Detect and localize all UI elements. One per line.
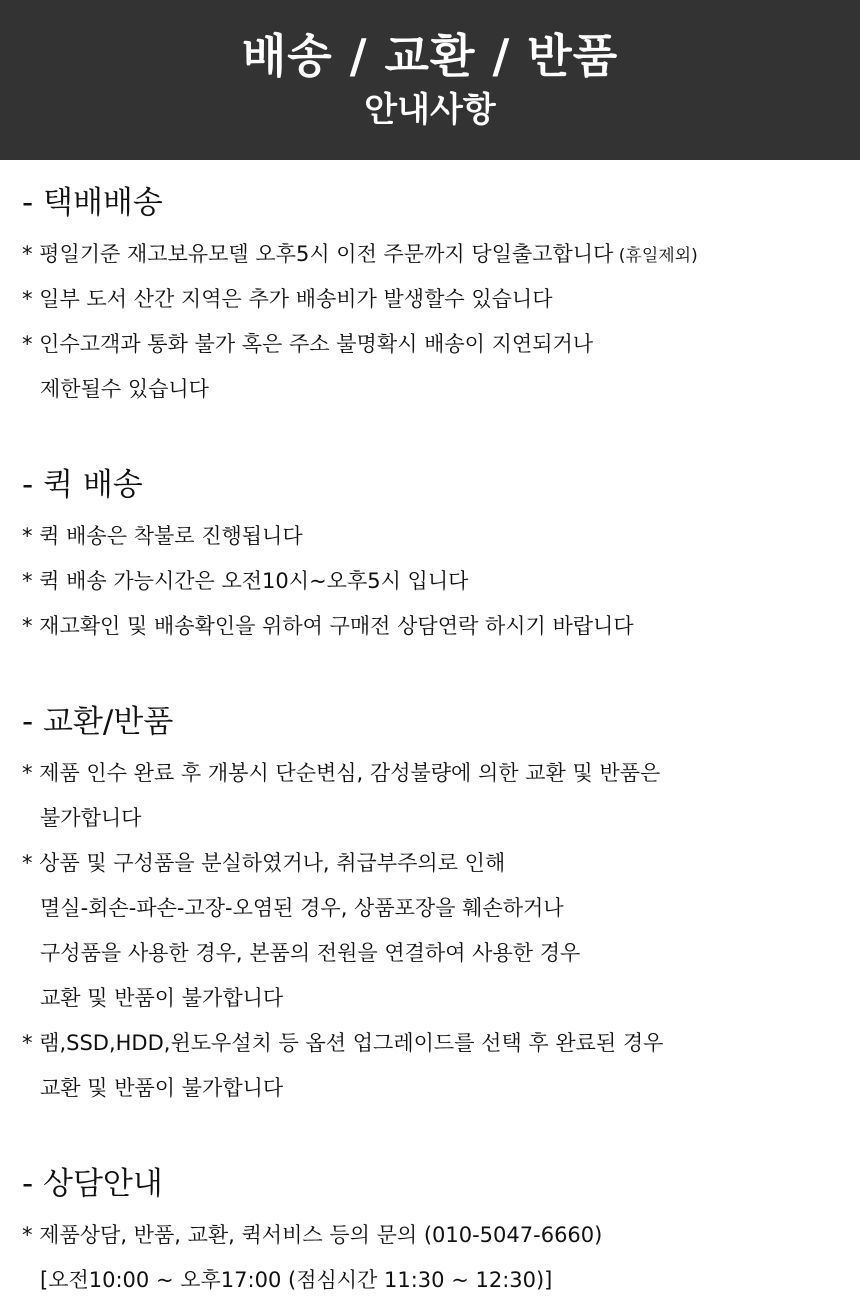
notice-line: [22, 571, 860, 616]
notice-line: [22, 988, 860, 1033]
notice-line-text: * 인수고객과 통화 불가 혹은 주소 불명확시 배송이 지연되거나: [22, 332, 594, 356]
notice-section: [22, 185, 860, 424]
notice-line-text: * 재고확인 및 배송확인을 위하여 구매전 상담연락 하시기 바랍니다: [22, 614, 634, 638]
page-subtitle: 안내사항: [364, 90, 496, 130]
notice-content: [0, 160, 860, 1315]
notice-item: [22, 1033, 860, 1123]
notice-line-text: * 평일기준 재고보유모델 오후5시 이전 주문까지 당일출고합니다: [22, 242, 614, 266]
notice-note: (휴일제외): [613, 246, 698, 266]
section-title: - 택배배송: [22, 185, 163, 221]
notice-line: [22, 244, 860, 289]
notice-line: [22, 289, 860, 334]
notice-section: [22, 1166, 860, 1315]
notice-item: [22, 616, 860, 661]
notice-section: [22, 467, 860, 661]
notice-line: [22, 898, 860, 943]
notice-item: [22, 763, 860, 853]
notice-line-text: [오전10:00 ~ 오후17:00 (점심시간 11:30 ~ 12:30)]: [40, 1268, 553, 1292]
notice-line-text: 불가합니다: [40, 806, 142, 830]
notice-line-text: 교환 및 반품이 불가합니다: [40, 1076, 284, 1100]
notice-item: [22, 526, 860, 571]
notice-line: [22, 943, 860, 988]
notice-line: [22, 1225, 860, 1270]
notice-item: [22, 334, 860, 424]
notice-line: [22, 1033, 860, 1078]
notice-item: [22, 1225, 860, 1315]
notice-line-text: 제한될수 있습니다: [40, 377, 209, 401]
notice-item: [22, 244, 860, 289]
notice-line-text: * 퀵 배송은 착불로 진행됩니다: [22, 524, 303, 548]
page-header: [0, 0, 860, 160]
notice-line-text: * 램,SSD,HDD,윈도우설치 등 옵션 업그레이드를 선택 후 완료된 경우: [22, 1031, 664, 1055]
notice-line-text: 멸실-회손-파손-고장-오염된 경우, 상품포장을 훼손하거나: [40, 896, 564, 920]
section-title: - 퀵 배송: [22, 467, 143, 503]
notice-line: [22, 808, 860, 853]
notice-line: [22, 526, 860, 571]
section-title: - 상담안내: [22, 1166, 163, 1202]
notice-line: [22, 616, 860, 661]
page-title: 배송 / 교환 / 반품: [241, 29, 619, 83]
notice-line: [22, 763, 860, 808]
notice-line: [22, 334, 860, 379]
notice-line-text: * 제품 인수 완료 후 개봉시 단순변심, 감성불량에 의한 교환 및 반품은: [22, 761, 661, 785]
notice-section: [22, 704, 860, 1123]
notice-line: [22, 379, 860, 424]
notice-line: [22, 1270, 860, 1315]
notice-line-text: * 제품상담, 반품, 교환, 퀵서비스 등의 문의 (010-5047-6660): [22, 1223, 603, 1247]
notice-line-text: 교환 및 반품이 불가합니다: [40, 986, 284, 1010]
notice-line: [22, 853, 860, 898]
notice-line-text: * 퀵 배송 가능시간은 오전10시~오후5시 입니다: [22, 569, 469, 593]
notice-item: [22, 289, 860, 334]
notice-line-text: * 일부 도서 산간 지역은 추가 배송비가 발생할수 있습니다: [22, 287, 553, 311]
section-title: - 교환/반품: [22, 704, 174, 740]
notice-line: [22, 1078, 860, 1123]
notice-item: [22, 853, 860, 1033]
notice-line-text: * 상품 및 구성품을 분실하였거나, 취급부주의로 인해: [22, 851, 506, 875]
notice-line-text: 구성품을 사용한 경우, 본품의 전원을 연결하여 사용한 경우: [40, 941, 581, 965]
notice-item: [22, 571, 860, 616]
